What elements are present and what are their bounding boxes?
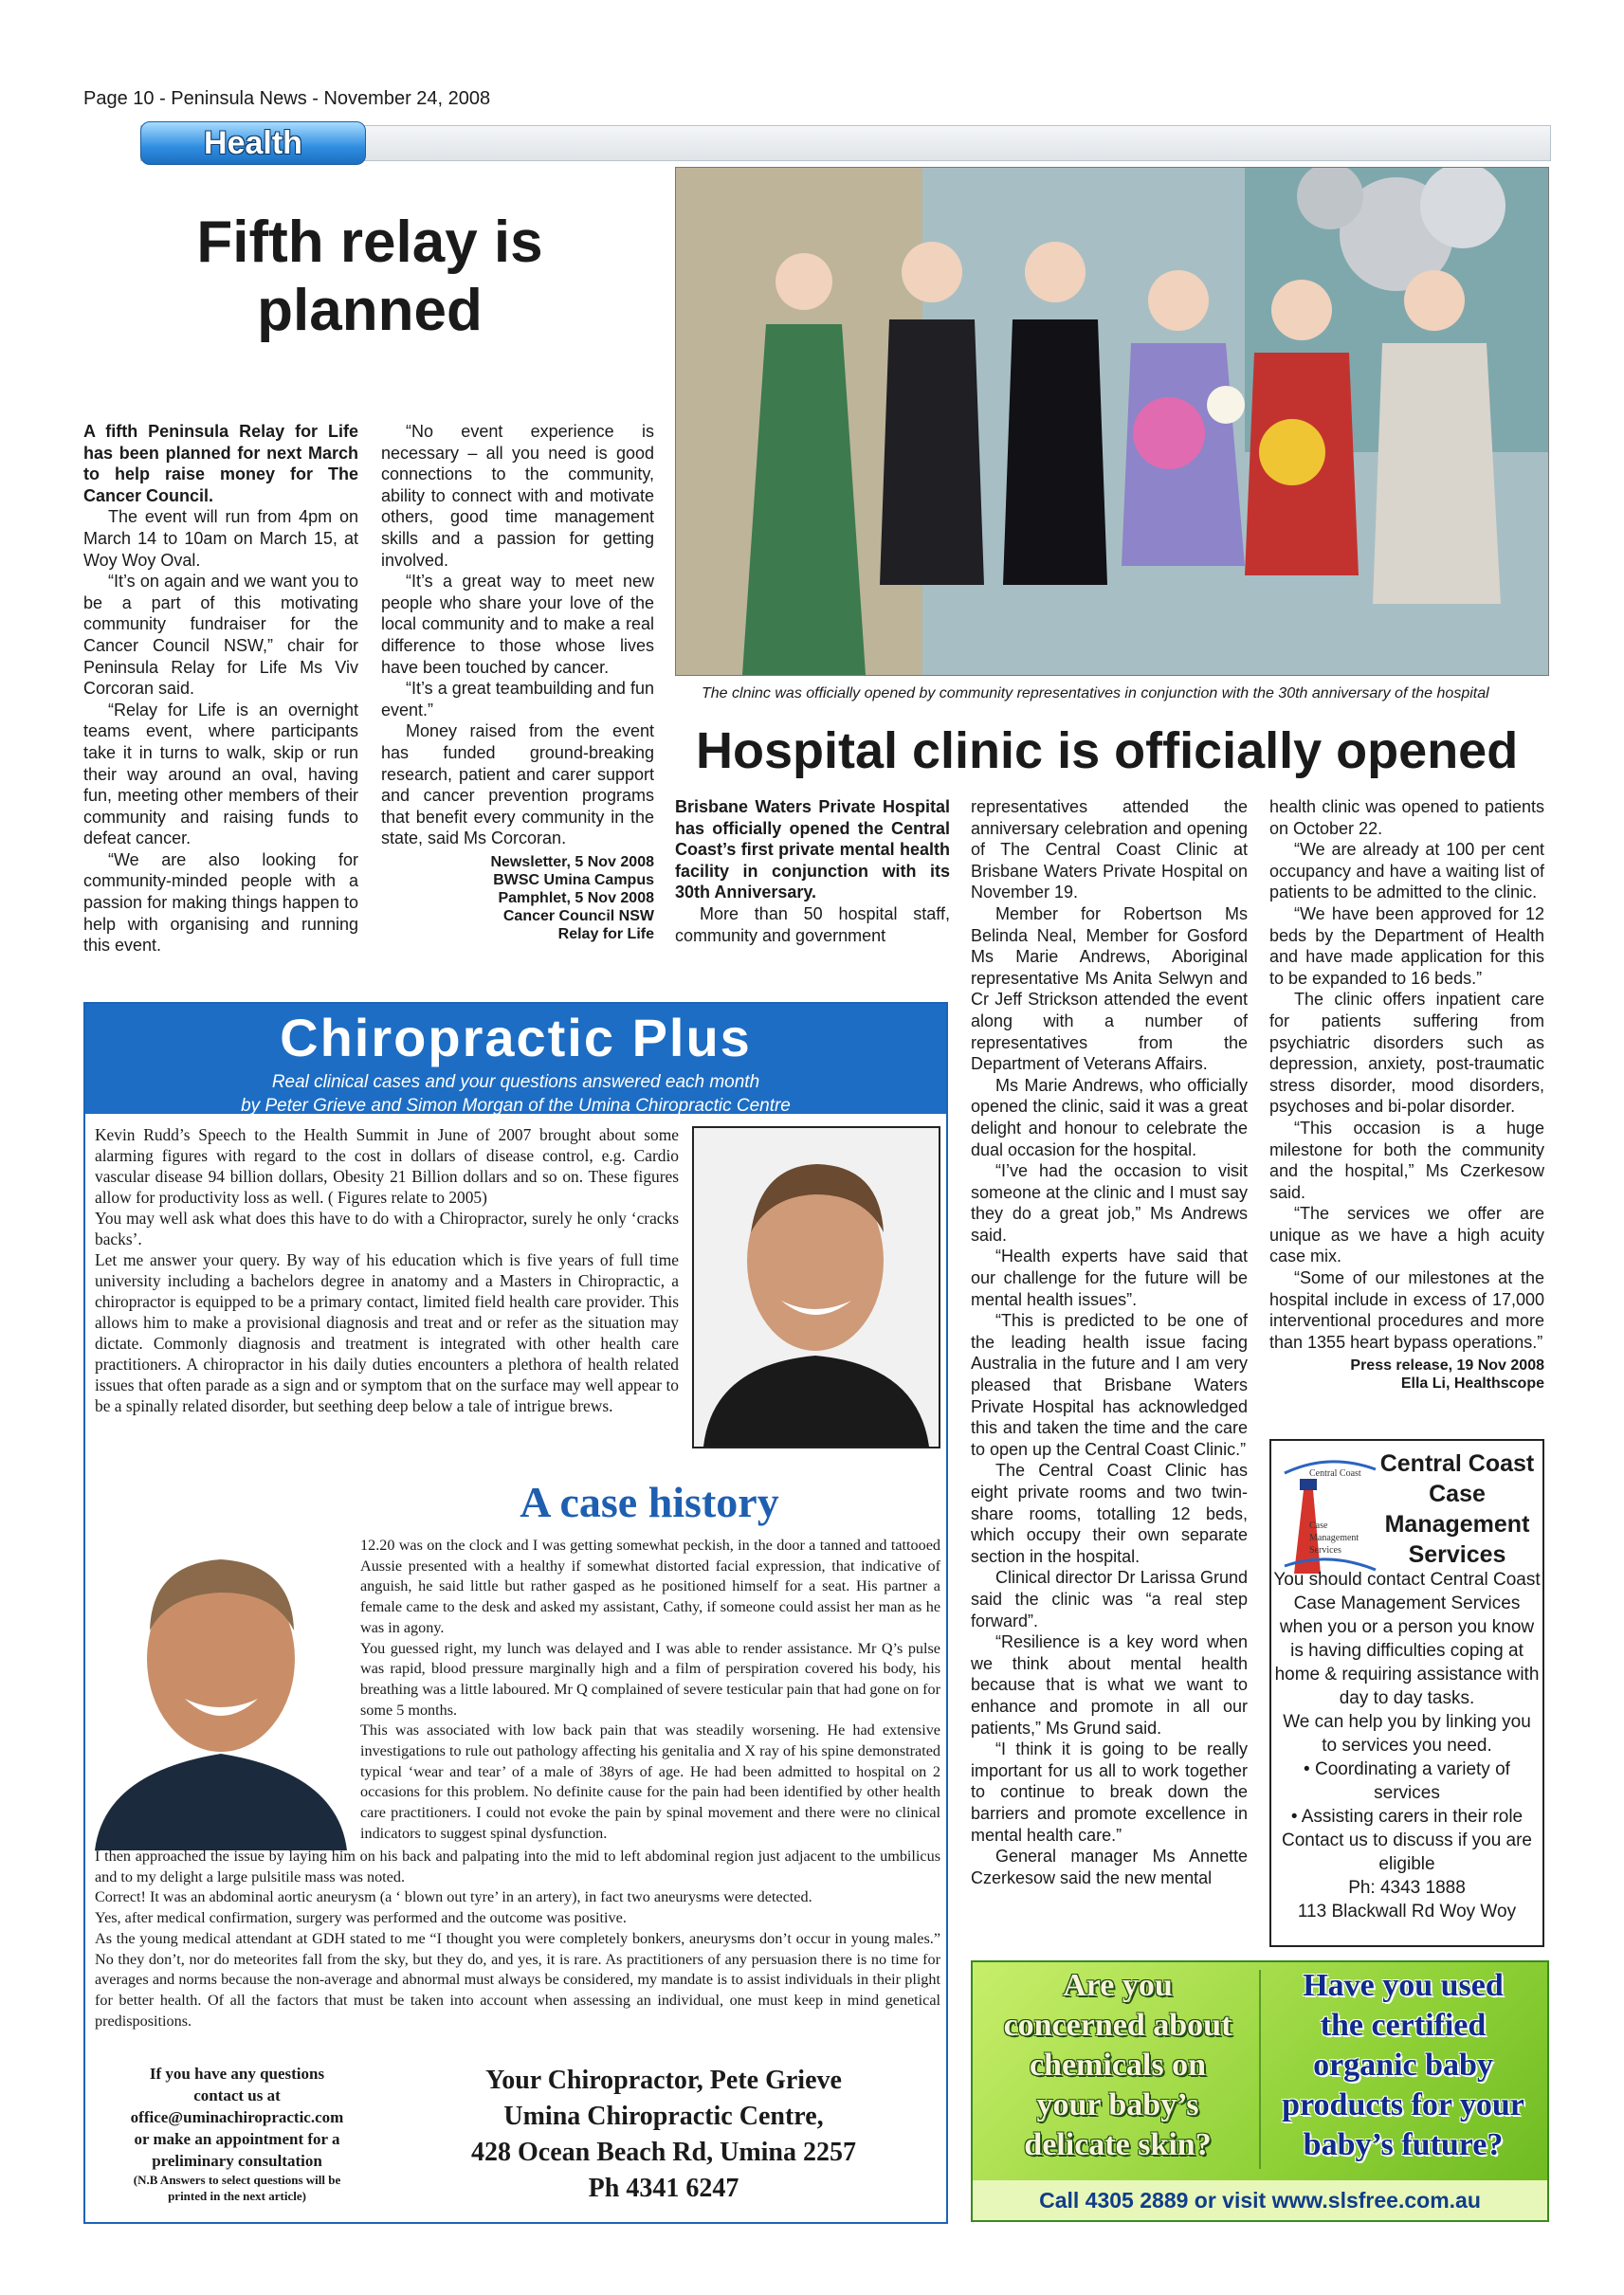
- ccms-title-line: Management: [1384, 1511, 1530, 1538]
- contact-phone: Ph 4341 6247: [588, 2174, 739, 2203]
- ad-line: baby’s future?: [1303, 2127, 1504, 2162]
- hospital-para: “This occasion is a huge milestone for both the community and the hospital,” Ms Czerkesow said.: [1269, 1118, 1544, 1202]
- chiro-title: Chiropractic Plus: [280, 1008, 752, 1067]
- relay-credit: Relay for Life: [557, 925, 654, 942]
- ccms-title-line: Central Coast: [1379, 1450, 1535, 1477]
- case-para: I then approached the issue by laying him on his back and palpating into the mid to left abdominal region just adjacent to the umbilicus and to my delight a large pulsitile mass was noted.: [95, 1848, 940, 1885]
- author-photo-1: [692, 1126, 940, 1448]
- chiro-contact-left: [104, 2063, 370, 2204]
- group-photo: [675, 167, 1549, 676]
- hospital-para: More than 50 hospital staff, community and government: [675, 903, 950, 945]
- hospital-para: “Health experts have said that our challenge for the future will be mental health issues”.: [971, 1247, 1248, 1309]
- chiro-banner: [85, 1004, 946, 1114]
- relay-credit: Cancer Council NSW: [502, 907, 654, 924]
- organic-baby-ad: [971, 1960, 1549, 2222]
- hospital-para: “We are already at 100 per cent occupancy and have a waiting list of patients to be admitted to the clinic.: [1269, 840, 1544, 902]
- chiro-para: Kevin Rudd’s Speech to the Health Summit in June of 2007 brought about some alarming figures with regard to the cost in dollars of disease control, e.g. Cardio vascular disease 94 billion dollars, Obesity 21 Billion dollars and so on. These figures allow for productivity loss as well. ( Figures relate to 2005): [95, 1125, 679, 1207]
- ccms-line: You should contact Central Coast Case Management Services when you or a person you know is having difficulties coping at home & requiring assistance with day to day tasks.: [1273, 1570, 1541, 1708]
- hospital-headline: Hospital clinic is officially opened: [696, 722, 1519, 779]
- chiro-para: You may well ask what does this have to do with a Chiropractor, surely he only ‘cracks backs’.: [95, 1209, 679, 1248]
- ad-right-text: [1263, 1966, 1543, 2165]
- ccms-logo-line: Services: [1309, 1545, 1341, 1556]
- contact-line: 428 Ocean Beach Rd, Umina 2257: [471, 2138, 856, 2167]
- contact-line: Umina Chiropractic Centre,: [503, 2102, 824, 2131]
- case-para: You guessed right, my lunch was delayed and I was able to render assistance. Mr Q’s pulse was rapid, blood pressure marginally high and a film of perspiration covered his body, his breathing was a little laboured. Mr Q complained of severe testicular pain that had gone on for some 5 months.: [360, 1639, 940, 1719]
- relay-para: “Relay for Life is an overnight teams event, where participants take it in turns to walk, skip or run their way around an oval, having fun, meeting other members of their community and raising funds to defeat cancer.: [83, 700, 358, 848]
- contact-note-line: printed in the next article): [168, 2189, 306, 2203]
- hospital-para: “I think it is going to be really important for us all to work together to continue to break down the barriers and promote excellence in mental health care.”: [971, 1739, 1248, 1845]
- ad-line: chemicals on: [1029, 2048, 1207, 2083]
- hospital-para: “I’ve had the occasion to visit someone at the clinic and I must say they do a great job,” Ms Andrews said.: [971, 1161, 1248, 1245]
- ccms-phone: Ph: 4343 1888: [1348, 1878, 1466, 1898]
- ad-line: concerned about: [1003, 2008, 1232, 2043]
- ccms-title: [1376, 1448, 1539, 1570]
- hospital-col-2: [971, 796, 1248, 1888]
- hospital-para: Clinical director Dr Larissa Grund said the clinic was “a real step forward”.: [971, 1568, 1248, 1630]
- ccms-line: Contact us to discuss if you are eligible: [1281, 1831, 1532, 1874]
- relay-credit: Newsletter, 5 Nov 2008: [490, 853, 654, 870]
- relay-credits: [381, 853, 654, 943]
- hospital-col-3: [1269, 796, 1544, 1393]
- relay-headline: Fifth relay is planned: [196, 209, 543, 343]
- ccms-line: We can help you by linking you to services you need.: [1283, 1712, 1531, 1756]
- hospital-para: “Resilience is a key word when we think about mental health because that is what we want to enhance and promote in all our patients,” Ms Grund said.: [971, 1632, 1248, 1738]
- ad-line: Are you: [1063, 1968, 1173, 2003]
- relay-para: “It’s a great way to meet new people who share your love of the local community and to make a real difference to those whose lives have been touched by cancer.: [381, 572, 654, 677]
- hospital-para: General manager Ms Annette Czerkesow said the new mental: [971, 1847, 1248, 1887]
- ad-footer: Call 4305 2889 or visit www.slsfree.com.au: [973, 2180, 1547, 2220]
- portrait-illustration: [694, 1128, 939, 1447]
- ad-left-text: [980, 1966, 1255, 2165]
- ad-line: products for your: [1282, 2087, 1524, 2122]
- ccms-logo-line: Case: [1309, 1521, 1328, 1531]
- case-para: 12.20 was on the clock and I was getting somewhat peckish, in the door a tanned and tattooed Aussie presented with a healthy if somewhat distorted facial expression, that indicative of anguish, he said little but rather gasped as he positioned himself for a seat. His partner a female came to the desk and asked my assistant, Cathy, if someone could assist her man as he was in agony.: [360, 1537, 940, 1636]
- ad-divider: [1259, 1970, 1261, 2169]
- ccms-title-line: Case: [1429, 1481, 1486, 1507]
- relay-para: “It’s a great teambuilding and fun event.”: [381, 679, 654, 719]
- ad-line: your baby’s: [1036, 2087, 1199, 2122]
- ccms-line: • Assisting carers in their role: [1290, 1807, 1524, 1827]
- ad-line: delicate skin?: [1024, 2127, 1212, 2162]
- hospital-para: Member for Robertson Ms Belinda Neal, Member for Gosford Ms Marie Andrews, Aboriginal representative Ms Anita Selwyn and Cr Jeff Strickson attended the event along with a number of representatives from the Department of Veterans Affairs.: [971, 903, 1248, 1074]
- chiro-intro: [95, 1124, 679, 1416]
- contact-note: [104, 2172, 370, 2204]
- hospital-credits: [1269, 1357, 1544, 1393]
- contact-line: contact us at: [193, 2086, 281, 2104]
- contact-line: or make an appointment for a: [134, 2130, 340, 2148]
- relay-lead: A fifth Peninsula Relay for Life has been planned for next March to help raise money for The Cancer Council.: [83, 422, 358, 505]
- ccms-logo-text: [1309, 1467, 1376, 1557]
- ccms-body: [1273, 1568, 1541, 1923]
- chiro-para: Let me answer your query. By way of his education which is five years of full time university including a bachelors degree in anatomy and a Masters in Chiropractic, a chiropractor is equipped to be a primary contact, limited field health care provider. This allows him to make a provisional diagnosis and treat and or refer as the situation may dictate. Commonly diagnosis and treatment is integrated with other health care practitioners. A chiropractor in his daily duties encounters a plethora of health related issues that often parade as a sign and or symptom that on the surface may well appear to be a spinally related disorder, but seething deep below a tale of intrigue brews.: [95, 1250, 679, 1415]
- page-header: Page 10 - Peninsula News - November 24, 2008: [83, 88, 491, 109]
- author-photo-2: [95, 1517, 347, 1850]
- hospital-para: “This is predicted to be one of the leading health issue facing Australia in the future and I am very pleased that Brisbane Waters Private Hospital has acknowledged this and taken the time and the care to open up the Central Coast Clinic.”: [971, 1311, 1248, 1459]
- ad-line: Have you used: [1303, 1968, 1504, 2003]
- contact-email-link[interactable]: office@uminachiropractic.com: [130, 2108, 344, 2126]
- case-para: Yes, after medical confirmation, surgery was performed and the outcome was positive.: [95, 1909, 627, 1927]
- hospital-para: The Central Coast Clinic has eight private rooms and two twin-share rooms, totalling 12 beds, which occupy their own separate section in the hospital.: [971, 1461, 1248, 1566]
- hospital-col-1: [675, 796, 950, 946]
- relay-para: “We are also looking for community-minded people with a passion for making things happen to help with organising and running this event.: [83, 849, 358, 956]
- hospital-para: “The services we offer are unique as we have a high acuity case mix.: [1269, 1204, 1544, 1266]
- contact-line: If you have any questions: [149, 2065, 325, 2083]
- hospital-para: The clinic offers inpatient care for patients suffering from psychiatric disorders such as depression, anxiety, post-traumatic stress disorder, mood disorders, psychoses and bi-polar disorder.: [1269, 990, 1544, 1117]
- group-photo-illustration: [676, 168, 1548, 675]
- hospital-para: “We have been approved for 12 beds by the Department of Health and have made application for this to be expanded to 16 beds.”: [1269, 903, 1544, 988]
- relay-para: “No event experience is necessary – all you need is good connections to the community, ability to connect with and motivate others, good time management skills and a passion for getting involved.: [381, 422, 654, 570]
- case-para: This was associated with low back pain that was steadily worsening. He had extensive investigations to rule out pathology affecting his genitalia and X ray of his spine demonstrated typical ‘wear and tear’ of a male of 38yrs of age. He had been admitted to hospital on 2 occasions for this problem. No definite cause for the pain had been identified by other health care practitioners. I could not evoke the pain by spinal movement and there were no clinical indicators to suggest spinal dysfunction.: [360, 1721, 940, 1842]
- ccms-title-line: Services: [1408, 1541, 1506, 1568]
- ccms-logo-line: Management: [1309, 1533, 1359, 1543]
- relay-credit: Pamphlet, 5 Nov 2008: [498, 889, 654, 906]
- ad-line: organic baby: [1313, 2048, 1493, 2083]
- relay-col-1: [83, 421, 358, 956]
- contact-note-line: (N.B Answers to select questions will be: [133, 2173, 341, 2187]
- case-para: As the young medical attendant at GDH stated to me “I thought you were completely bonkers, aneurysms don’t occur in young males.” No they don’t, nor do meteorites fall from the sky, but they do, and yes, it is rare. As practitioners of any persuasion there is no time for averages and norms because the non-average and abnormal must always be considered, my mandate is to assist individuals in their plight for better health. Of all the factors that must be taken into account when assessing an individual, one must keep in mind genetical predispositions.: [95, 1929, 940, 2030]
- relay-para: Money raised from the event has funded ground-breaking research, patient and carer support and cancer prevention programs that benefit every community in the state, said Ms Corcoran.: [381, 721, 654, 848]
- hospital-para: health clinic was opened to patients on October 22.: [1269, 797, 1544, 838]
- ccms-line: • Coordinating a variety of services: [1304, 1759, 1510, 1803]
- photo-caption: The clninc was officially opened by community representatives in conjunction with the 30th anniversary of the hospital: [702, 685, 1489, 701]
- portrait-illustration: [95, 1517, 347, 1850]
- ccms-address: 113 Blackwall Rd Woy Woy: [1297, 1902, 1517, 1922]
- ccms-logo-line: Central Coast: [1309, 1468, 1361, 1479]
- case-title: A case history: [520, 1478, 779, 1526]
- case-history-right: [360, 1536, 940, 1845]
- hospital-para: representatives attended the anniversary celebration and opening of The Central Coast Clinic at Brisbane Waters Private Hospital on November 19.: [971, 797, 1248, 902]
- relay-para: The event will run from 4pm on March 14 to 10am on March 15, at Woy Woy Oval.: [83, 507, 358, 570]
- case-history-full: [95, 1847, 940, 2031]
- chiro-subtitle: Real clinical cases and your questions answered each month: [271, 1072, 760, 1092]
- chiro-contact-right: [427, 2063, 901, 2207]
- hospital-credit: Press release, 19 Nov 2008: [1350, 1357, 1544, 1375]
- ad-line: the certified: [1320, 2008, 1487, 2043]
- hospital-lead: Brisbane Waters Private Hospital has officially opened the Central Coast’s first private mental health facility in conjunction with its 30th Anniversary.: [675, 797, 950, 902]
- hospital-credit: Ella Li, Healthscope: [1400, 1375, 1544, 1393]
- contact-line: preliminary consultation: [152, 2152, 322, 2170]
- contact-line: Your Chiropractor, Pete Grieve: [485, 2066, 842, 2095]
- hospital-para: Ms Marie Andrews, who officially opened the clinic, said it was a great delight and honour to celebrate the dual occasion for the hospital.: [971, 1075, 1248, 1159]
- case-para: Correct! It was an abdominal aortic aneurysm (a ‘ blown out tyre’ in an artery), in fact two aneurysms were detected.: [95, 1888, 812, 1906]
- relay-credit: BWSC Umina Campus: [493, 871, 654, 888]
- hospital-para: “Some of our milestones at the hospital include in excess of 17,000 interventional procedures and more than 1355 heart bypass operations.”: [1269, 1268, 1544, 1352]
- ccms-ad: [1269, 1439, 1544, 1947]
- chiro-subtitle: by Peter Grieve and Simon Morgan of the Umina Chiropractic Centre: [241, 1096, 791, 1116]
- relay-col-2: [381, 421, 654, 943]
- relay-para: “It’s on again and we want you to be a part of this motivating community fundraiser for the Cancer Council NSW,” chair for Peninsula Relay for Life Ms Viv Corcoran said.: [83, 572, 358, 699]
- section-tab: [140, 121, 366, 165]
- section-title: Health: [204, 125, 302, 161]
